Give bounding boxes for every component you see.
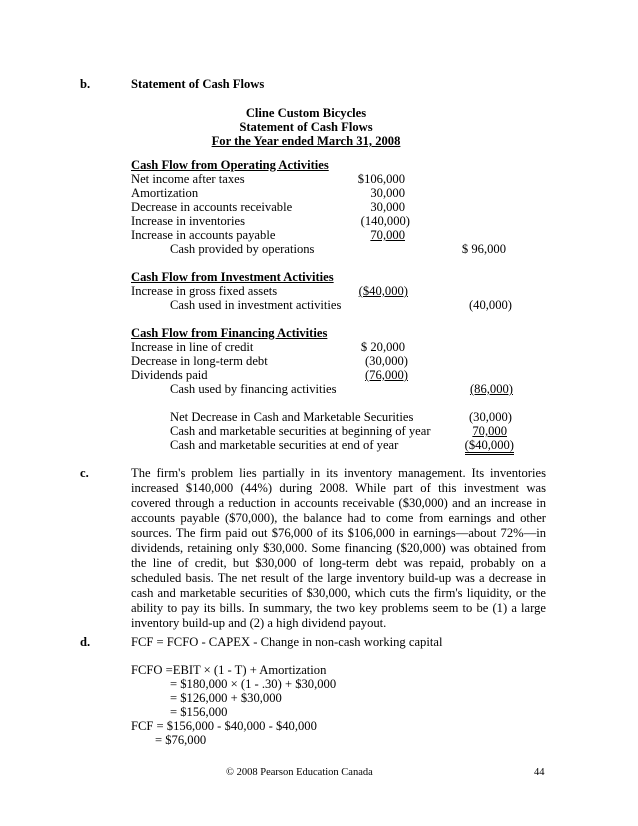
financing-row-amount: (30,000) — [364, 354, 408, 368]
financing-row-label: Increase in line of credit — [131, 340, 254, 354]
section-d-letter: d. — [80, 635, 91, 649]
operating-row-label: Net income after taxes — [131, 172, 245, 186]
paragraph-line: increased $140,000 (44%) during 2008. While part of this investment was — [131, 481, 546, 496]
section-b-heading: Statement of Cash Flows — [131, 77, 265, 91]
summary-amount: 70,000 — [472, 424, 507, 438]
section-b-letter: b. — [80, 77, 91, 91]
statement-name: Statement of Cash Flows — [239, 120, 373, 134]
paragraph-line: dividends, retaining only $30,000. Some financing ($20,000) was obtained from — [131, 541, 546, 556]
operating-row-amount: 70,000 — [370, 228, 405, 242]
operating-row-amount: $106,000 — [357, 172, 405, 186]
paragraph-line: The firm's problem lies partially in its inventory management. Its inventories — [131, 466, 546, 480]
financing-header: Cash Flow from Financing Activities — [131, 326, 328, 340]
fcf-formula: FCF = FCFO - CAPEX - Change in non-cash working capital — [131, 635, 443, 649]
financing-row-amount: (76,000) — [364, 368, 408, 382]
investment-row-label: Increase in gross fixed assets — [131, 284, 278, 298]
financing-row-amount: $ 20,000 — [360, 340, 405, 354]
paragraph-line: ability to pay its bills. In summary, the two key problems seem to be (1) a large — [131, 601, 546, 616]
fcfo-line: FCFO =EBIT × (1 - T) + Amortization — [131, 663, 327, 677]
fcf-line: FCF = $156,000 - $40,000 - $40,000 — [131, 719, 317, 733]
operating-row-label: Increase in accounts payable — [131, 228, 276, 242]
operating-header: Cash Flow from Operating Activities — [131, 158, 329, 172]
financing-row-label: Dividends paid — [131, 368, 208, 382]
investment-header: Cash Flow from Investment Activities — [131, 270, 334, 284]
fcfo-line: = $156,000 — [170, 705, 228, 719]
fcfo-line: = $180,000 × (1 - .30) + $30,000 — [170, 677, 337, 691]
paragraph-line: the line of credit, but $30,000 of long-term debt was repaid, probably on a — [131, 556, 546, 571]
footer-copyright: © 2008 Pearson Education Canada — [226, 767, 373, 778]
paragraph-line: sources. The firm paid out $76,000 of its $106,000 in earnings—about 72%—in — [131, 526, 546, 541]
investment-total-amount: (40,000) — [468, 298, 512, 312]
summary-amount: (30,000) — [468, 410, 512, 424]
footer-page-number: 44 — [534, 767, 545, 778]
operating-row-amount: 30,000 — [370, 200, 405, 214]
operating-row-amount: 30,000 — [370, 186, 405, 200]
fcf-line: = $76,000 — [155, 733, 207, 747]
summary-label: Net Decrease in Cash and Marketable Securities — [170, 410, 414, 424]
financing-total-amount: (86,000) — [469, 382, 513, 396]
financing-row-label: Decrease in long-term debt — [131, 354, 268, 368]
section-c-paragraph — [131, 466, 546, 632]
company-name: Cline Custom Bicycles — [245, 106, 367, 120]
paragraph-line: accounts payable ($70,000), the balance had to come from earnings and other — [131, 511, 546, 526]
operating-total-amount: $ 96,000 — [461, 242, 506, 256]
summary-amount: ($40,000) — [430, 438, 514, 452]
operating-total-label: Cash provided by operations — [170, 242, 315, 256]
investment-total-label: Cash used in investment activities — [170, 298, 342, 312]
paragraph-line: inventory build-up and (2) a high dividend payout. — [131, 616, 387, 631]
investment-row-amount: ($40,000) — [358, 284, 408, 298]
statement-period: For the Year ended March 31, 2008 — [211, 134, 401, 148]
financing-total-label: Cash used by financing activities — [170, 382, 337, 396]
operating-row-label: Decrease in accounts receivable — [131, 200, 293, 214]
summary-label: Cash and marketable securities at end of year — [170, 438, 399, 452]
summary-label: Cash and marketable securities at beginning of year — [170, 424, 431, 438]
paragraph-line: covered through a reduction in accounts receivable ($30,000) and an increase in — [131, 496, 546, 511]
operating-row-label: Amortization — [131, 186, 199, 200]
operating-row-label: Increase in inventories — [131, 214, 245, 228]
paragraph-line: scheduled basis. The net result of the large inventory build-up was a decrease in — [131, 571, 546, 586]
fcfo-line: = $126,000 + $30,000 — [170, 691, 282, 705]
section-c-letter: c. — [80, 466, 89, 480]
paragraph-line: cash and marketable securities of $30,000, which cuts the firm's liquidity, or the — [131, 586, 546, 601]
operating-row-amount: (140,000) — [360, 214, 410, 228]
